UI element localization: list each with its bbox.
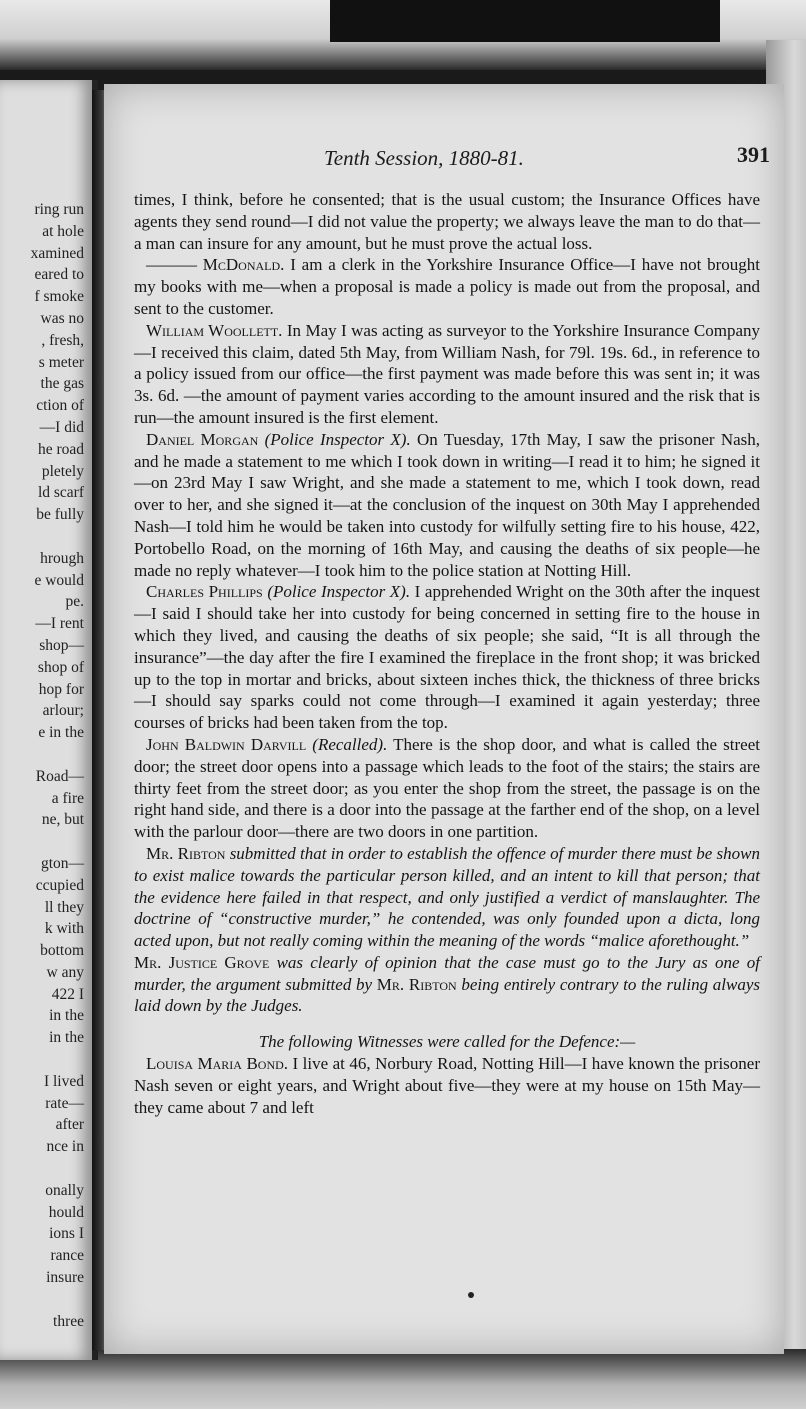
facing-page-line: three — [53, 1312, 84, 1330]
facing-page-line: e in the — [38, 724, 84, 742]
paragraph-morgan — [134, 429, 760, 582]
facing-page-line: ne, but — [41, 811, 84, 829]
facing-page-text — [0, 80, 92, 1332]
facing-page-line: w any — [46, 963, 84, 981]
facing-page-line: bottom — [40, 942, 84, 960]
page-body — [134, 189, 760, 1118]
witness-role: (Police Inspector X). — [267, 582, 411, 602]
facing-page-line: I lived — [43, 1072, 84, 1090]
facing-page-left — [0, 80, 98, 1360]
facing-page-line: k with — [44, 920, 84, 938]
facing-page-line: pe. — [65, 593, 84, 611]
facing-page-line: 422 I — [51, 985, 84, 1003]
facing-page-line: be fully — [36, 506, 84, 524]
facing-page-line: in the — [49, 1029, 84, 1047]
facing-page-line — [0, 1049, 92, 1071]
judge-name: Mr. Justice Grove — [134, 952, 270, 972]
page-number: 391 — [737, 142, 770, 167]
facing-page-line: in the — [49, 1007, 84, 1025]
page-mark — [468, 1292, 474, 1298]
facing-page-line: gton— — [40, 854, 84, 872]
facing-page-line — [0, 744, 92, 766]
facing-page-line: hrough — [40, 549, 84, 567]
facing-page-line: eared to — [34, 266, 84, 284]
facing-page-line: f smoke — [34, 288, 84, 306]
facing-page-line: ll they — [44, 898, 84, 916]
counsel-name: Mr. Ribton — [146, 843, 226, 863]
book-page — [104, 84, 784, 1354]
facing-page-line: was no — [40, 309, 84, 327]
facing-page-line: hop for — [38, 680, 84, 698]
facing-page-line: s meter — [38, 353, 84, 371]
paragraph-text: times, I think, before he consented; that is the usual custom; the Insurance Offices have agents they send round—I did not value the property; we always leave the man to do that—a man can insure for any amount, but he must prove the actual loss. — [134, 190, 760, 253]
facing-page-line: shop— — [39, 636, 84, 654]
scan-backdrop-top — [0, 0, 806, 70]
facing-page-line: —I did — [39, 418, 84, 436]
facing-page-line: the gas — [40, 375, 84, 393]
witness-name: William Woollett. — [146, 320, 283, 340]
facing-page-line: insure — [46, 1269, 84, 1287]
witness-name: Charles Phillips — [146, 582, 263, 602]
paragraph-woollett — [134, 320, 760, 429]
section-heading-defence: The following Witnesses were called for the Defence:— — [258, 1032, 636, 1052]
facing-page-line: rate— — [45, 1094, 84, 1112]
facing-page-line: , fresh, — [41, 331, 84, 349]
paragraph-mcdonald — [134, 254, 760, 319]
facing-page-line: Road— — [35, 767, 84, 785]
facing-page-line: ions I — [49, 1225, 84, 1243]
testimony-text: I live at 46, Norbury Road, Notting Hill—I have known the prisoner Nash seven or eight years, and Wright about five—they were at my house on 15th May—they came about 7 and left — [134, 1054, 760, 1117]
scan-backdrop-bottom — [0, 1349, 806, 1409]
facing-page-line — [0, 1289, 92, 1311]
counsel-name: Mr. Ribton — [376, 974, 457, 994]
facing-page-line: xamined — [30, 244, 84, 262]
facing-page-line: ction of — [36, 397, 84, 415]
facing-page-line: shop of — [37, 658, 84, 676]
facing-page-line: ld scarf — [37, 484, 84, 502]
paragraph-bond — [134, 1053, 760, 1118]
paragraph-continued — [134, 189, 760, 254]
facing-page-line: arlour; — [42, 702, 84, 720]
submission-text: submitted that in order to establish the offence of murder there must be shown to exist malice towards the particular person killed, and an intent to kill that person; that the evidence here failed in that respect, and only justified a verdict of manslaughter. The doctrine of “constructive murder,” he contended, was only founded upon a dicta, long acted upon, but not really coming within the meaning of the words “malice aforethought.” — [134, 843, 761, 951]
testimony-text: I am a clerk in the Yorkshire Insurance Office—I have not brought my books with me—when a proposal is made a policy is made out from the proposal, and sent to the customer. — [134, 255, 761, 318]
witness-name: John Baldwin Darvill — [146, 734, 307, 754]
running-title: Tenth Session, 1880-81. — [324, 146, 524, 170]
facing-page-line — [0, 1158, 92, 1180]
testimony-text: In May I was acting as surveyor to the Yorkshire Insurance Company—I received this claim, dated 5th May, from William Nash, for 79l. 19s. 6d., in reference to a policy issued from our office—the first payment was made before this was sent in; it was 3s. 6d. —the amount of payment varies according to the amount insured and the risk that is run—the amount insured is the first element. — [134, 320, 760, 427]
facing-page-line: pletely — [41, 462, 84, 480]
facing-page-line: he road — [37, 440, 84, 458]
ruling-text: was clearly of opinion that the case must go to the Jury as one of murder, the argument submitted by — [134, 952, 760, 994]
testimony-text: There is the shop door, and what is called the street door; the street door opens into a passage which leads to the foot of the stairs; the stairs are thirty feet from the street door; as you enter the shop from the street, the passage is on the right hand side, and there is a door into the passage at the farther end of the shop, on a level with the parlour door—there are two doors in one partition. — [134, 734, 760, 842]
facing-page-line: hould — [48, 1203, 84, 1221]
facing-page-line: ring run — [34, 201, 84, 218]
witness-role: (Recalled). — [312, 734, 388, 754]
ruling-text: being entirely contrary to the ruling always laid down by the Judges. — [134, 974, 761, 1016]
facing-page-line: at hole — [42, 222, 84, 240]
facing-page-line — [0, 831, 92, 853]
testimony-text: I apprehended Wright on the 30th after the inquest—I said I should take her into custody for being concerned in setting fire to the house in which they lived, and causing the deaths of six people; she said, “It is all through the insurance”—the day after the fire I examined the fireplace in the front shop; it was bricked up to the top in mortar and bricks, about sixteen inches thick, the thickness of three bricks—I should say sparks could not come through—I examined it again yesterday; three courses of bricks had been taken from the top. — [134, 582, 761, 733]
running-head — [104, 142, 784, 176]
witness-role: (Police Inspector X). — [264, 429, 411, 449]
paragraph-phillips — [134, 581, 760, 734]
witness-name: Daniel Morgan — [146, 429, 259, 449]
facing-page-line: e would — [34, 571, 84, 589]
facing-page-line: after — [55, 1116, 84, 1134]
scan-shadow — [330, 0, 720, 42]
testimony-text: On Tuesday, 17th May, I saw the prisoner Nash, and he made a statement to me which I took down in writing—I read it to him; he signed it—on 23rd May I saw Wright, and she made a statement to me, which I took down, read over to her, and she signed it—at the conclusion of the inquest on 30th May I apprehended Nash—I told him he would be taken into custody for wilfully setting fire to his house, 422, Portobello Road, on the morning of 16th May, and causing the deaths of six people—he made no reply whatever—I took him to the police station at Notting Hill. — [134, 429, 761, 580]
facing-page-line — [0, 526, 92, 548]
witness-name: Louisa Maria Bond. — [146, 1054, 289, 1074]
paragraph-ribton-submission — [134, 843, 760, 952]
facing-page-line: —I rent — [35, 615, 84, 633]
facing-page-line: onally — [45, 1181, 84, 1199]
witness-name: ——— McDonald. — [146, 255, 285, 275]
paragraph-darvill — [134, 734, 760, 843]
facing-page-line: ccupied — [35, 876, 84, 894]
paragraph-judge-ruling — [134, 952, 760, 1017]
facing-page-line: a fire — [51, 789, 84, 807]
facing-page-line: rance — [50, 1247, 84, 1265]
facing-page-line: nce in — [46, 1138, 84, 1156]
